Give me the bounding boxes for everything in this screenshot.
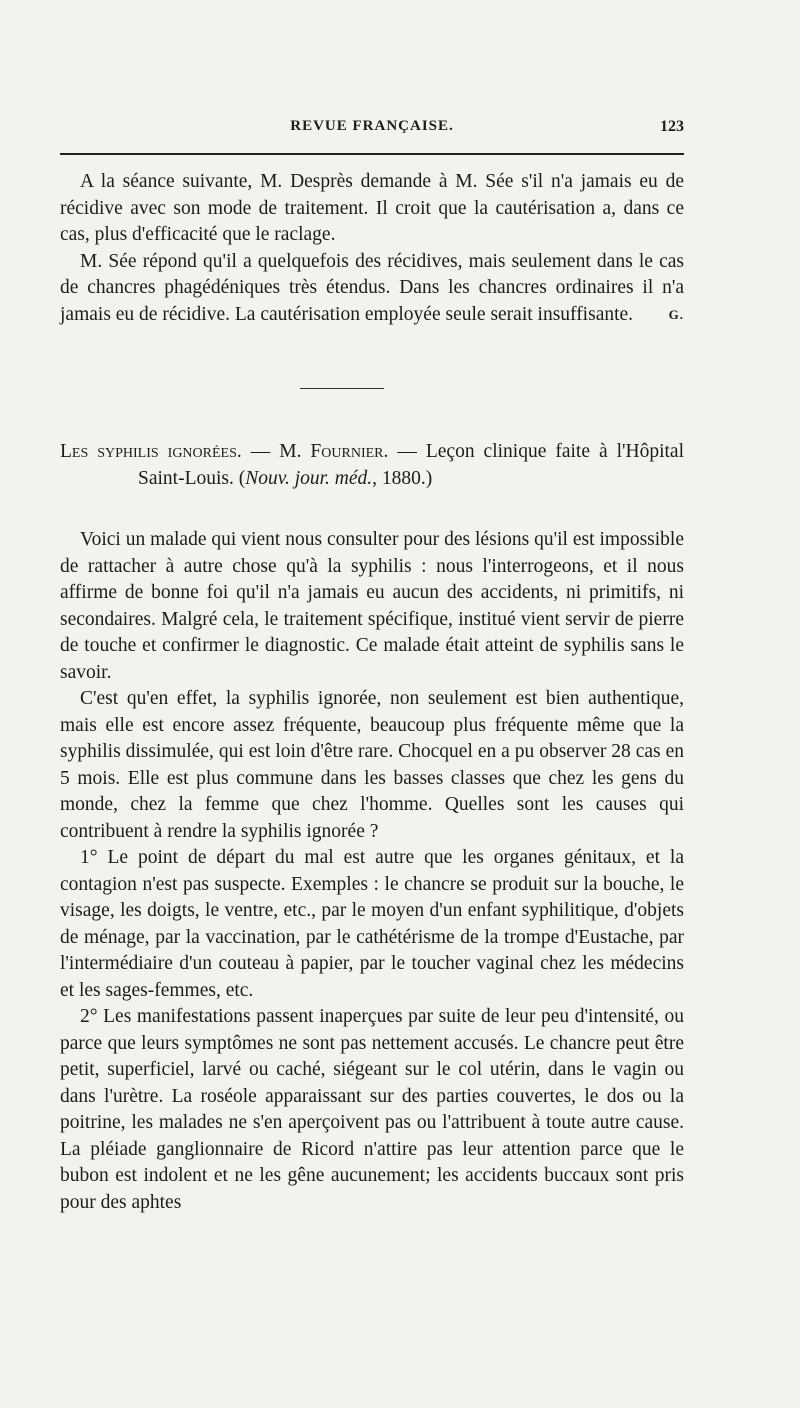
article-heading-line xyxy=(60,439,684,492)
author-signature: G. xyxy=(668,306,684,322)
page-header xyxy=(60,118,684,142)
paragraph-case: Voici un malade qui vient nous consulter pour des lésions qu'il est impossible de rattacher à autre chose qu'à la syphilis : nous l'interrogeons, et il nous affirme de bonne foi qu'il n'a jamais eu aucun des accidents, ni primitifs, ni secondaires. Malgré cela, le traitement spécifique, institué vient servir de pierre de touche et confirmer le diagnostic. Ce malade était atteint de syphilis sans le savoir. xyxy=(60,529,684,683)
section-separator xyxy=(300,388,384,389)
paragraph-see xyxy=(60,249,684,329)
page-number: 123 xyxy=(660,118,684,135)
heading-dash-2: — xyxy=(388,441,426,462)
article-lecture: Leçon clinique faite à l'Hôpital Saint-Louis. ( xyxy=(138,441,685,489)
paragraph-frequency: C'est qu'en effet, la syphilis ignorée, non seulement est bien authentique, mais elle est encore assez fréquente, beaucoup plus fréquente même que la syphilis dissimulée, qui est loin d'être rare. Chocquel en a pu observer 28 cas en 5 mois. Elle est plus commune dans les basses classes que chez les gens du monde, chez la femme que chez l'homme. Quelles sont les causes qui contribuent à rendre la syphilis ignorée ? xyxy=(60,688,684,842)
paragraph-see-text: M. Sée répond qu'il a quelquefois des récidives, mais seulement dans le cas de chancres phagédéniques très étendus. Dans les chancres ordinaires il n'a jamais eu de récidive. La cautérisation employée seule serait insuffisante. xyxy=(60,250,684,325)
article-body xyxy=(60,527,684,1216)
paragraph-cause-2: 2° Les manifestations passent inaperçues par suite de leur peu d'intensité, ou parce que leurs symptômes ne sont pas nettement accusés. Le chancre peut être petit, superficiel, larvé ou caché, siégeant sur le col utérin, dans le vagin ou dans l'urètre. La roséole apparaissant sur des parties couvertes, le dos ou la poitrine, les malades ne s'en aperçoivent pas ou l'attribuent à toute autre cause. La pléiade ganglionnaire de Ricord n'attire pas leur attention parce que le bubon est indolent et ne les gêne aucunement; les accidents buccaux sont pris pour des aphtes xyxy=(60,1006,684,1213)
article-year: , 1880.) xyxy=(372,467,433,489)
article-title: Les syphilis ignorées. xyxy=(60,441,242,462)
discussion-block xyxy=(60,169,684,328)
running-title: REVUE FRANÇAISE. xyxy=(290,118,454,134)
paragraph-cause-1: 1° Le point de départ du mal est autre que les organes génitaux, et la contagion n'est pas suspecte. Exemples : le chancre se produit sur la bouche, le visage, les doigts, le ventre, etc., par le moyen d'un enfant syphilitique, d'objets de ménage, par la vaccination, par le cathétérisme de la trompe d'Eustache, par l'intermédiaire d'un couteau à papier, par le toucher vaginal chez les médecins et les sages-femmes, etc. xyxy=(60,847,684,1001)
header-rule xyxy=(60,153,684,155)
article-heading xyxy=(60,439,684,492)
article-source: Nouv. jour. méd. xyxy=(245,467,373,489)
paragraph-despres: A la séance suivante, M. Desprès demande à M. Sée s'il n'a jamais eu de récidive avec son mode de traitement. Il croit que la cautérisation a, dans ce cas, plus d'efficacité que le raclage. xyxy=(60,171,684,245)
heading-dash-1: — xyxy=(241,441,280,462)
article-author: M. Fournier. xyxy=(279,441,389,462)
